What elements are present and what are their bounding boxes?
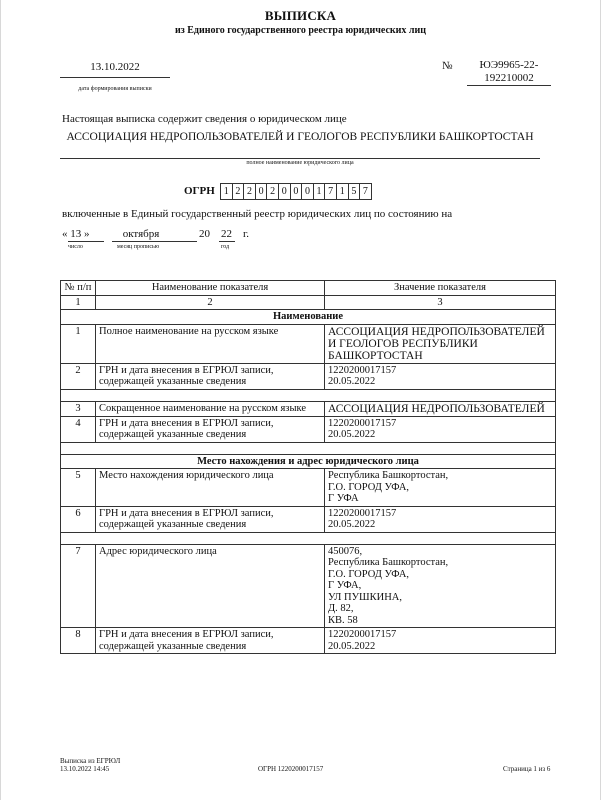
table-row: [61, 469, 556, 507]
footer-source: Выписка из ЕГРЮЛ: [60, 757, 121, 765]
row-number: 3: [61, 401, 96, 416]
extract-number: ЮЭ9965-22-192210002: [467, 59, 551, 86]
grn-date: 20.05.2022: [328, 429, 376, 440]
row-number: 6: [61, 506, 96, 532]
state-year-prefix: 20: [199, 228, 210, 240]
row-name: ГРН и дата внесения в ЕГРЮЛ записи, содержащей указанные сведения: [96, 416, 325, 442]
ogrn-digit: 2: [244, 183, 256, 200]
section-title: Наименование: [61, 310, 556, 325]
extract-date-caption: дата формирования выписки: [78, 86, 152, 92]
row-name: Полное наименование на русском языке: [96, 324, 325, 363]
row-number: 4: [61, 416, 96, 442]
grn-value: 1220200017157: [328, 364, 397, 376]
row-value: [325, 416, 556, 442]
org-name-underline: [60, 158, 540, 159]
row-name: Место нахождения юридического лица: [96, 469, 325, 507]
year-underline: [219, 241, 235, 242]
state-month: октября: [122, 228, 160, 240]
extract-date: 13.10.2022: [60, 61, 170, 78]
spacer-row: [61, 532, 556, 544]
month-caption: месяц прописью: [117, 244, 160, 250]
ogrn-digit-boxes: [220, 183, 372, 200]
row-value: АССОЦИАЦИЯ НЕДРОПОЛЬЗОВАТЕЛЕЙ И ГЕОЛОГОВ РЕСПУБЛИКИ БАШКОРТОСТАН: [325, 324, 556, 363]
row-value: [325, 544, 556, 628]
spacer-row: [61, 442, 556, 454]
org-name-caption: полное наименование юридического лица: [246, 160, 354, 166]
table-header-row: [61, 281, 556, 296]
grn-value: 1220200017157: [328, 507, 397, 519]
section-row: [61, 310, 556, 325]
row-value: [325, 628, 556, 654]
day-caption: число: [68, 244, 83, 250]
header-cell: Наименование показателя: [96, 281, 325, 296]
ogrn-digit: 5: [349, 183, 361, 200]
state-text: включенные в Единый государственный реестр юридических лиц по состоянию на: [62, 208, 453, 220]
footer-timestamp: 13.10.2022 14:45: [60, 765, 110, 773]
section-row: [61, 454, 556, 469]
footer-left: [60, 757, 120, 773]
ogrn-digit: 0: [279, 183, 291, 200]
day-underline: [68, 241, 104, 242]
grn-date: 20.05.2022: [328, 376, 376, 387]
grn-value: 1220200017157: [328, 417, 397, 429]
value-line: УЛ ПУШКИНА,: [328, 591, 402, 603]
row-number: 8: [61, 628, 96, 654]
index-cell: 2: [96, 295, 325, 310]
value-line: Республика Башкортостан,: [328, 470, 449, 481]
ogrn-digit: 0: [256, 183, 268, 200]
table-row: [61, 401, 556, 416]
value-line: 450076,: [328, 545, 363, 557]
spacer-row: [61, 389, 556, 401]
ogrn-digit: 7: [325, 183, 337, 200]
value-line: Г УФА,: [328, 580, 362, 591]
ogrn-digit: 2: [267, 183, 279, 200]
row-value: [325, 506, 556, 532]
ogrn-digit: 1: [220, 183, 233, 200]
index-cell: 1: [61, 295, 96, 310]
table-row: [61, 324, 556, 363]
state-day: « 13 »: [62, 228, 90, 240]
row-value: [325, 363, 556, 389]
document-title: ВЫПИСКА: [264, 8, 337, 23]
row-value: АССОЦИАЦИЯ НЕДРОПОЛЬЗОВАТЕЛЕЙ: [325, 401, 556, 416]
footer-ogrn: ОГРН 1220200017157: [258, 765, 324, 773]
table-row: [61, 506, 556, 532]
header-cell: № п/п: [61, 281, 96, 296]
value-line: Д. 82,: [328, 603, 354, 614]
table-row: [61, 544, 556, 628]
table-row: [61, 363, 556, 389]
row-name: Адрес юридического лица: [96, 544, 325, 628]
row-name: ГРН и дата внесения в ЕГРЮЛ записи, содержащей указанные сведения: [96, 506, 325, 532]
grn-value: 1220200017157: [328, 629, 397, 640]
org-full-name: АССОЦИАЦИЯ НЕДРОПОЛЬЗОВАТЕЛЕЙ И ГЕОЛОГОВ РЕСПУБЛИКИ БАШКОРТОСТАН: [66, 131, 534, 143]
table-row: [61, 416, 556, 442]
row-name: ГРН и дата внесения в ЕГРЮЛ записи, содержащей указанные сведения: [96, 363, 325, 389]
row-number: 2: [61, 363, 96, 389]
value-line: Республика Башкортостан,: [328, 557, 449, 568]
ogrn-digit: 1: [314, 183, 326, 200]
row-number: 5: [61, 469, 96, 507]
row-number: 1: [61, 324, 96, 363]
ogrn-digit: 0: [291, 183, 303, 200]
year-caption: год: [221, 244, 230, 250]
value-line: Г УФА: [328, 493, 359, 504]
ogrn-digit: 7: [360, 183, 372, 200]
row-number: 7: [61, 544, 96, 628]
index-cell: 3: [325, 295, 556, 310]
egrul-table: [60, 280, 556, 654]
month-underline: [112, 241, 197, 242]
grn-date: 20.05.2022: [328, 640, 376, 652]
ogrn-digit: 0: [302, 183, 314, 200]
ogrn-label: ОГРН: [184, 185, 215, 197]
row-name: Сокращенное наименование на русском языке: [96, 401, 325, 416]
number-sign: №: [442, 60, 453, 72]
value-line: Г.О. ГОРОД УФА,: [328, 481, 410, 493]
state-year-unit: г.: [243, 228, 250, 240]
header-cell: Значение показателя: [325, 281, 556, 296]
value-line: КВ. 58: [328, 614, 358, 626]
row-value: [325, 469, 556, 507]
ogrn-digit: 1: [337, 183, 349, 200]
state-year-suffix: 22: [221, 228, 232, 240]
intro-text: Настоящая выписка содержит сведения о юридическом лице: [62, 113, 347, 125]
grn-date: 20.05.2022: [328, 519, 376, 530]
column-index-row: [61, 295, 556, 310]
document-subtitle: из Единого государственного реестра юридических лиц: [174, 25, 427, 36]
value-line: Г.О. ГОРОД УФА,: [328, 568, 410, 580]
row-name: ГРН и дата внесения в ЕГРЮЛ записи, содержащей указанные сведения: [96, 628, 325, 654]
table-row: [61, 628, 556, 654]
section-title: Место нахождения и адрес юридического лица: [61, 454, 556, 469]
footer-page-number: Страница 1 из 6: [503, 765, 551, 773]
ogrn-digit: 2: [233, 183, 245, 200]
